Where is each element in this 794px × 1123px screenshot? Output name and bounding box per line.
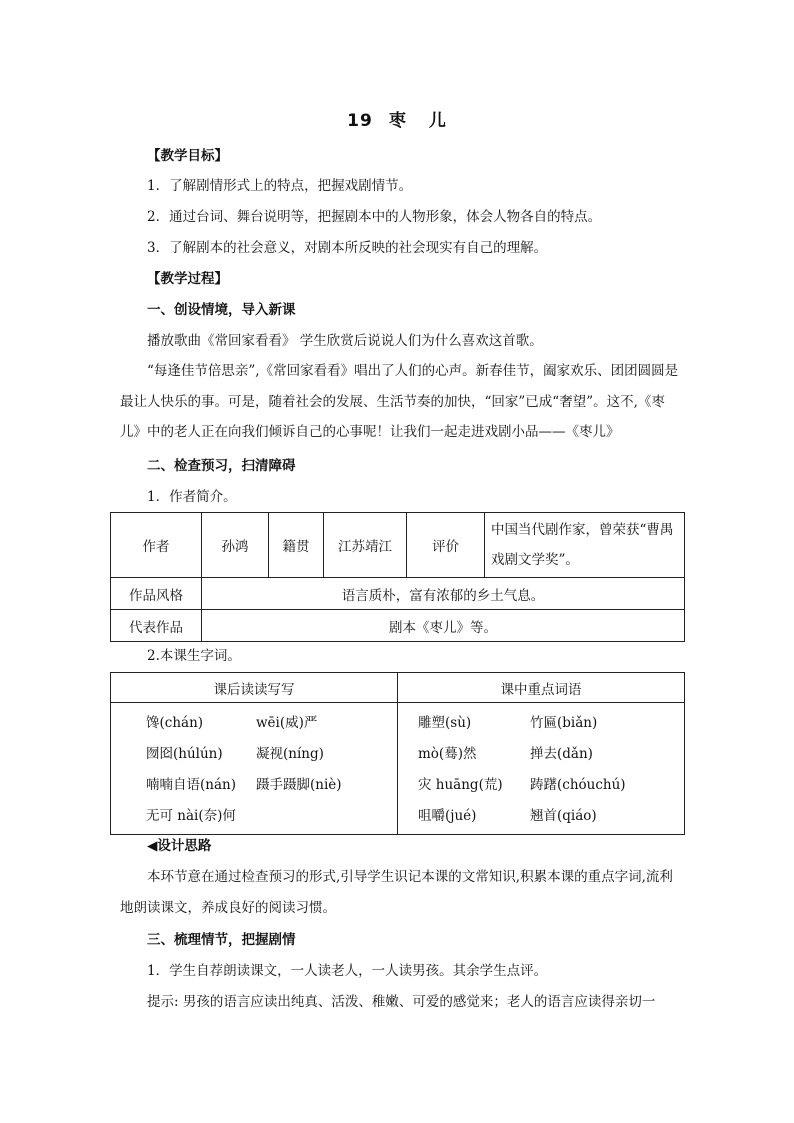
vocab-word: 馋(chán) (146, 715, 204, 731)
vocab-word: 掸去(dǎn) (530, 746, 593, 762)
author-table (110, 512, 685, 642)
process-heading: 【教学过程】 (147, 271, 228, 287)
vocab-word: 咀嚼(jué) (418, 808, 477, 824)
vocab-word: 无可 nài(奈)何 (146, 808, 236, 824)
vocab-header-left: 课后读读写写 (111, 673, 398, 703)
vocab-word: 喃喃自语(nán) (146, 777, 236, 793)
style-label: 作品风格 (111, 578, 202, 610)
section2-heading: 二、检查预习，扫清障碍 (147, 458, 296, 474)
page-title (0, 106, 794, 131)
vocab-label: 2.本课生字词。 (147, 648, 241, 664)
author-name: 孙鸿 (202, 513, 269, 578)
evaluation-label: 评价 (407, 513, 485, 578)
vocab-word: 踌躇(chóuchú) (530, 777, 626, 793)
vocab-right-column (398, 703, 685, 835)
vocab-word: 竹匾(biǎn) (530, 715, 598, 731)
section1-paragraph-1: 播放歌曲《常回家看看》 学生欣赏后说说人们为什么喜欢这首歌。 (147, 333, 543, 349)
lesson-number: 19 (347, 111, 373, 131)
section3-heading: 三、梳理情节，把握剧情 (147, 932, 296, 948)
section1-heading: 一、创设情境，导入新课 (147, 302, 296, 318)
style-value: 语言质朴，富有浓郁的乡土气息。 (202, 578, 685, 610)
vocab-word: 囫囵(húlún) (146, 746, 223, 762)
author-intro-label: 1．作者简介。 (147, 489, 237, 505)
origin-label: 籍贯 (269, 513, 324, 578)
title-char-1: 枣 (388, 111, 407, 131)
goal-item-2: 2．通过台词、舞台说明等，把握剧本中的人物形象，体会人物各自的特点。 (147, 209, 602, 225)
design-paragraph-text: 本环节意在通过检查预习的形式,引导学生识记本课的文常知识,积累本课的重点字词,流利地朗读课文，养成良好的阅读习惯。 (120, 869, 673, 916)
design-heading: ◀设计思路 (147, 838, 212, 854)
origin-value: 江苏靖江 (324, 513, 407, 578)
goals-heading: 【教学目标】 (147, 148, 228, 164)
evaluation-value: 中国当代剧作家，曾荣获“曹禺戏剧文学奖”。 (485, 513, 685, 578)
vocab-left-column (111, 703, 398, 835)
vocab-word: mò(蓦)然 (418, 746, 477, 762)
vocab-word: 蹑手蹑脚(niè) (256, 777, 342, 793)
vocab-word (256, 801, 376, 832)
goal-item-3: 3．了解剧本的社会意义，对剧本所反映的社会现实有自己的理解。 (147, 240, 548, 256)
section1-paragraph-2 (120, 356, 680, 448)
vocab-table (110, 672, 685, 835)
author-label: 作者 (111, 513, 202, 578)
goal-item-1: 1．了解剧情形式上的特点，把握戏剧情节。 (147, 178, 413, 194)
title-char-2: 儿 (428, 111, 447, 131)
vocab-word: 翘首(qiáo) (530, 808, 597, 824)
vocab-word: 灾 huāng(荒) (418, 777, 503, 793)
vocab-word: 雕塑(sù) (418, 715, 472, 731)
section1-paragraph-2-text: “每逢佳节倍思亲”,《常回家看看》唱出了人们的心声。新春佳节，阖家欢乐、团团圆圆是最让人快乐的事。可是，随着社会的发展、生活节奏的加快，“回家”已成“奢望”。这不,《枣儿》中的老人正在向我们倾诉自己的心事呢！让我们一起走进戏剧小品——《枣儿》 (120, 363, 679, 440)
design-paragraph (120, 862, 680, 923)
vocab-word: 凝视(níng) (256, 746, 324, 762)
vocab-word: wēi(威)严 (256, 715, 318, 731)
section3-item-1: 1．学生自荐朗读课文，一人读老人，一人读男孩。其余学生点评。 (147, 963, 548, 979)
vocab-header-right: 课中重点词语 (398, 673, 685, 703)
works-value: 剧本《枣儿》等。 (202, 610, 685, 642)
section3-hint: 提示: 男孩的语言应读出纯真、活泼、稚嫩、可爱的感觉来；老人的语言应读得亲切一 (147, 994, 656, 1010)
works-label: 代表作品 (111, 610, 202, 642)
